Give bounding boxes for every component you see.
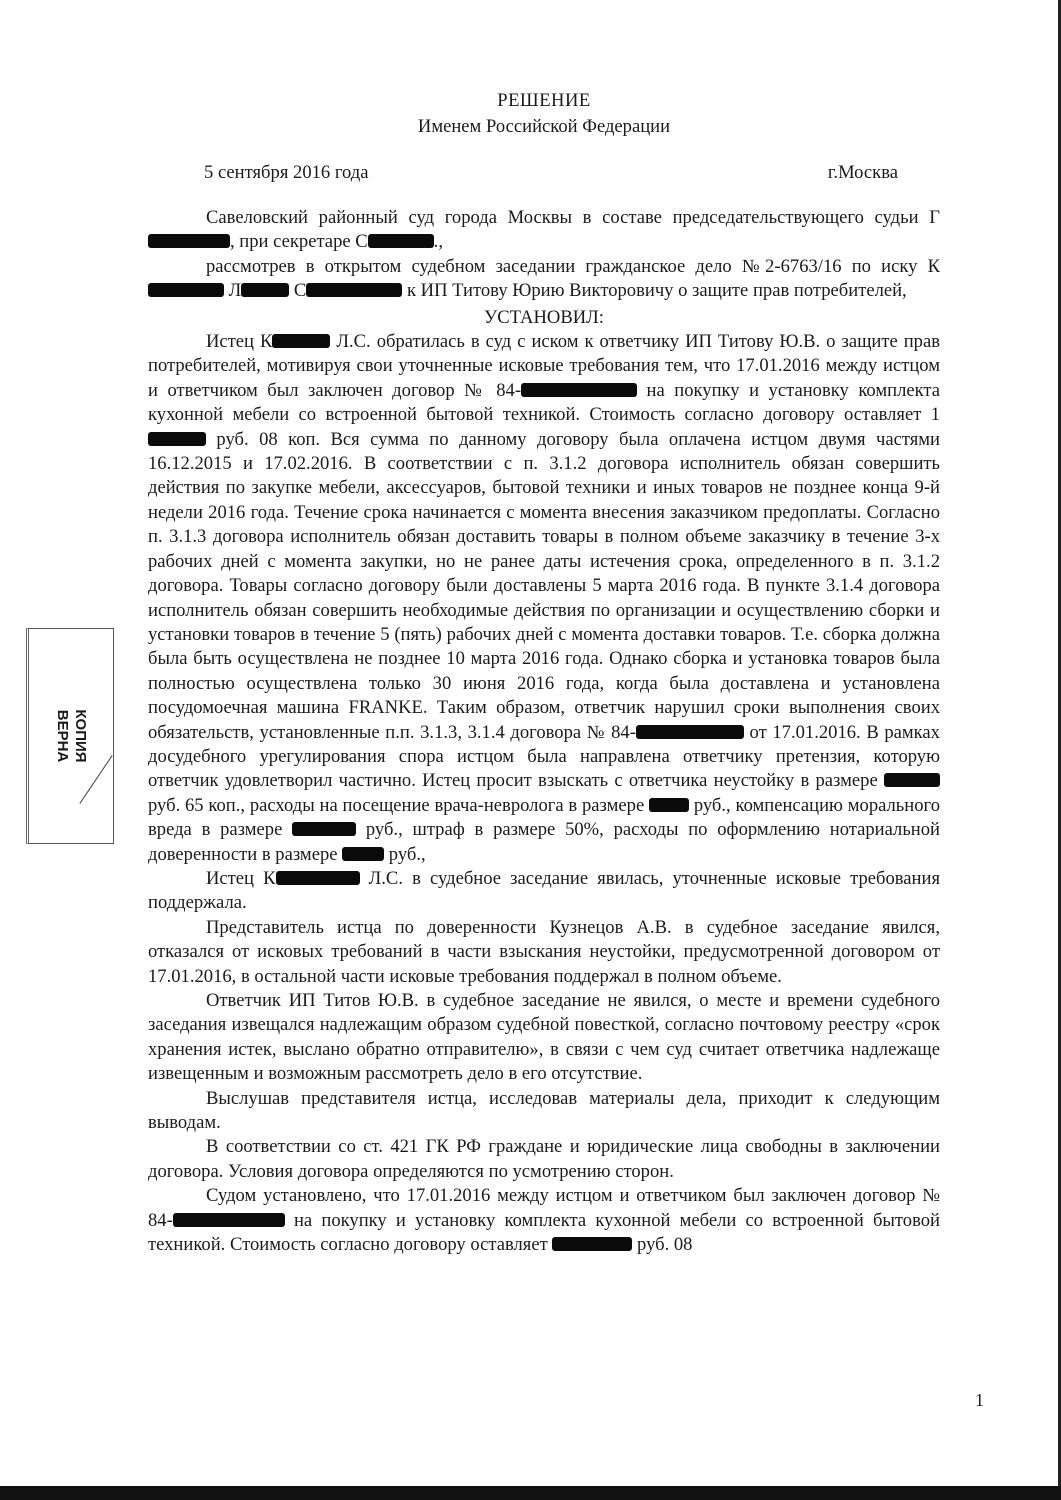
redaction-mark — [521, 383, 637, 397]
paragraph-court-found: Судом установлено, что 17.01.2016 между истцом и ответчиком был заключен договор № 84- на покупку и установку комплекта кухонной мебели со встроенной бытовой техникой. Стоимость согласно договору оставляет руб. 08 — [148, 1185, 940, 1256]
redaction-mark — [173, 1213, 285, 1227]
redaction-mark — [148, 283, 224, 297]
paragraph-plaintiff-appeared: Истец К Л.С. в судебное заседание явилась, уточненные исковые требования поддержала. — [148, 867, 941, 914]
redaction-mark — [148, 234, 230, 248]
paragraph-case: рассмотрев в открытом судебном заседании гражданское дело №2-6763/16 по иску К Л С к ИП Титову Юрию Викторовичу о защите прав потребителей, — [148, 255, 940, 304]
stamp-line-1: КОПИЯ — [72, 709, 89, 763]
redaction-mark — [306, 283, 402, 297]
document-heading — [148, 88, 940, 140]
paragraph-conclusions: Выслушав представителя истца, исследовав материалы дела, приходит к следующим выводам. — [148, 1087, 940, 1134]
paragraph-article-421: В соответствии со ст. 421 ГК РФ граждане и юридические лица свободны в заключении договора. Условия договора определяются по усмотрению сторон. — [148, 1136, 940, 1182]
redaction-mark — [368, 234, 434, 248]
paragraph-court-composition: Савеловский районный суд города Москвы в составе председательствующего судьи Г, при секретаре С ., — [148, 206, 940, 255]
redaction-mark — [272, 334, 330, 348]
document-title: РЕШЕНИЕ — [497, 90, 591, 111]
redaction-mark — [636, 725, 744, 739]
decision-date: 5 сентября 2016 года — [204, 162, 369, 183]
redaction-mark — [241, 283, 289, 297]
decision-city: г.Москва — [827, 162, 898, 183]
redaction-mark — [552, 1237, 632, 1251]
date-line — [204, 162, 898, 184]
section-heading-established: УСТАНОВИЛ: — [484, 306, 604, 328]
document-body — [148, 206, 940, 1257]
paragraph-defendant-absent: Ответчик ИП Титов Ю.В. в судебное заседание не явился, о месте и времени судебного заседания извещался надлежащим образом судебной повесткой, согласно почтовому реестру «срок хранения истек, выслано обратно отправителю», в связи с чем суд считает ответчика надлежаще извещенным и возможным рассмотреть дело в его отсутствие. — [148, 990, 940, 1085]
paragraph-claim: Истец К Л.С. обратилась в суд с иском к ответчику ИП Титову Ю.В. о защите прав потребителей, мотивируя свои уточненные исковые требования тем, что 17.01.2016 между истцом и ответчиком был заключен договор № 84- на покупку и установку комплекта кухонной мебели со встроенной бытовой техникой. Стоимость согласно договору оставляет 1 руб. 08 коп. Вся сумма по данному договору была оплачена истцом двумя частями 16.12.2015 и 17.02.2016. В соответствии с п. 3.1.2 договора исполнитель обязан совершить действия по закупке мебели, аксессуаров, бытовой техники и иных товаров не позднее конца 9-й недели 2016 года. Течение срока начинается с момента внесения заказчиком предоплаты. Согласно п. 3.1.3 договора исполнитель обязан доставить товары в полном объеме заказчику в течение 3-х рабочих дней с момента закупки, но не ранее даты истечения срока, определенного в п. 3.1.2 договора. Товары согласно договору были доставлены 5 марта 2016 года. В пункте 3.1.4 договора исполнитель обязан совершить необходимые действия по организации и осуществлению сборки и установки товаров в течение 5 (пять) рабочих дней с момента доставки товаров. Т.е. сборка должна была быть осуществлена не позднее 10 марта 2016 года. Однако сборка и установка товаров была полностью осуществлена только 30 июня 2016 года, когда была доставлена и установлена посудомоечная машина FRANKE. Таким образом, ответчик нарушил сроки выполнения своих обязательств, установленные п.п. 3.1.3, 3.1.4 договора № 84- от 17.01.2016. В рамках досудебного урегулирования спора истцом была направлена ответчику претензия, которую ответчик удовлетворил частично. Истец просит взыскать с ответчика неустойку в размере руб. 65 коп., расходы на посещение врача-невролога в размере руб., компенсацию морального вреда в размере руб., штраф в размере 50%, расходы по оформлению нотариальной доверенности в размере руб., — [148, 331, 940, 865]
page-number: 1 — [975, 1390, 984, 1410]
redaction-mark — [342, 847, 384, 861]
redaction-mark — [649, 798, 689, 812]
copy-verified-stamp — [26, 628, 114, 844]
stamp-line-2: ВЕРНА — [54, 709, 71, 763]
redaction-mark — [276, 871, 360, 885]
redaction-mark — [292, 822, 356, 836]
scan-edge-bottom — [0, 1486, 1061, 1500]
redaction-mark — [884, 773, 940, 787]
document-subtitle: Именем Российской Федерации — [417, 116, 671, 137]
redaction-mark — [148, 432, 206, 446]
paragraph-representative: Представитель истца по доверенности Кузнецов А.В. в судебное заседание явился, отказался от исковых требований в части взыскания неустойки, предусмотренной договором от 17.01.2016, в остальной части исковые требования поддержал в полном объеме. — [148, 916, 940, 987]
